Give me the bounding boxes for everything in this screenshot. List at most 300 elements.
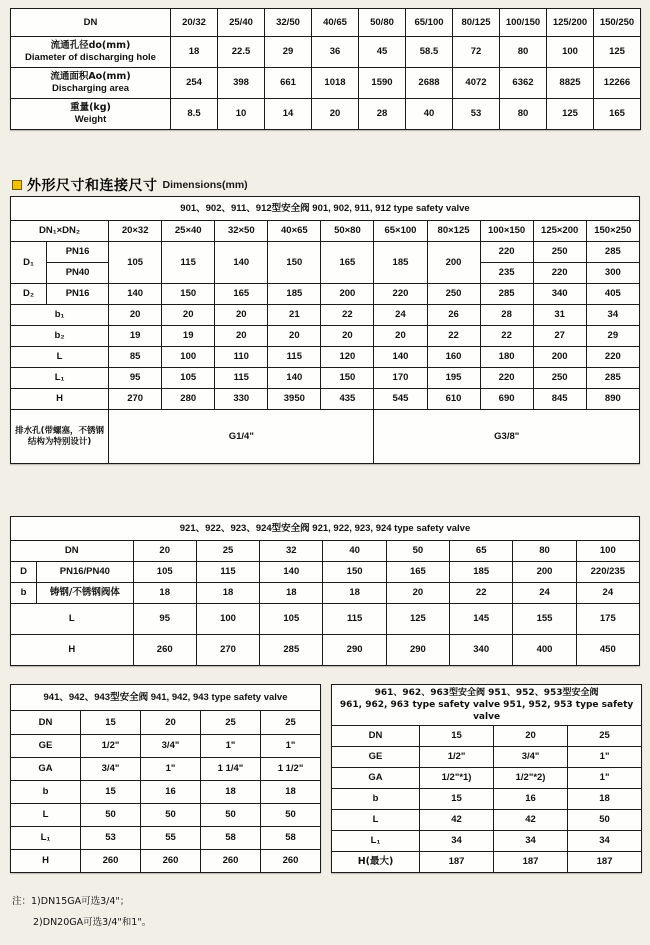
table-row bbox=[332, 810, 642, 831]
cell: 220 bbox=[480, 242, 533, 263]
cell: 187 bbox=[420, 852, 494, 873]
table-title-line2: 961, 962, 963 type safety valve 951, 952, 953 type safety valve bbox=[339, 700, 634, 723]
cell: 845 bbox=[533, 389, 586, 410]
row-label-cn: 流通面积Ao(mm) bbox=[50, 71, 131, 83]
table-row bbox=[11, 68, 641, 99]
cell-drain-left: G1/4" bbox=[109, 410, 374, 464]
row-label-en: Weight bbox=[74, 114, 107, 125]
cell: 18 bbox=[260, 583, 323, 604]
cell: 18 bbox=[568, 789, 642, 810]
cell: 100 bbox=[162, 347, 215, 368]
cell: 1" bbox=[261, 734, 321, 757]
cell: 24 bbox=[513, 583, 576, 604]
dimensions-961-963-951-953-table bbox=[331, 684, 642, 873]
cell: 3950 bbox=[268, 389, 321, 410]
section-heading-dimensions bbox=[12, 175, 248, 195]
cell: 34 bbox=[568, 831, 642, 852]
cell: 185 bbox=[450, 562, 513, 583]
cell: 85 bbox=[109, 347, 162, 368]
cell: 220 bbox=[533, 263, 586, 284]
cell: 22 bbox=[450, 583, 513, 604]
section-title-cn: 外形尺寸和连接尺寸 bbox=[27, 178, 158, 194]
table-row bbox=[11, 734, 321, 757]
cell: 398 bbox=[218, 68, 265, 99]
header-cell: 80×125 bbox=[427, 221, 480, 242]
cell: 155 bbox=[513, 604, 576, 635]
table-row-b bbox=[11, 583, 640, 604]
header-cell: 50/80 bbox=[359, 9, 406, 37]
row-label bbox=[11, 99, 171, 130]
table-row bbox=[11, 757, 321, 780]
cell: 150 bbox=[268, 242, 321, 284]
header-cell-dn: DN bbox=[11, 9, 171, 37]
cell: 220 bbox=[480, 368, 533, 389]
table-title: 901、902、911、912型安全阀 901, 902, 911, 912 type safety valve bbox=[11, 197, 640, 221]
cell: 150 bbox=[323, 562, 386, 583]
row-label: L bbox=[11, 803, 81, 826]
cell: 105 bbox=[260, 604, 323, 635]
header-cell: 20 bbox=[133, 541, 196, 562]
cell: 1/2"*1) bbox=[420, 768, 494, 789]
cell: 10 bbox=[218, 99, 265, 130]
cell: 545 bbox=[374, 389, 427, 410]
cell: 300 bbox=[586, 263, 639, 284]
cell: 270 bbox=[196, 635, 259, 666]
cell: 6362 bbox=[500, 68, 547, 99]
cell: 285 bbox=[586, 242, 639, 263]
cell: 220 bbox=[586, 347, 639, 368]
row-label-d: D bbox=[11, 562, 37, 583]
footnotes bbox=[12, 893, 151, 935]
cell: 20 bbox=[141, 711, 201, 734]
cell: 80 bbox=[500, 37, 547, 68]
cell: 20 bbox=[321, 326, 374, 347]
row-label: L₁ bbox=[332, 831, 420, 852]
header-cell: 150×250 bbox=[586, 221, 639, 242]
cell: 890 bbox=[586, 389, 639, 410]
table-title-row bbox=[11, 197, 640, 221]
table-row bbox=[11, 37, 641, 68]
table-row bbox=[11, 850, 321, 873]
row-label bbox=[11, 68, 171, 99]
cell: 340 bbox=[450, 635, 513, 666]
row-label: b bbox=[11, 780, 81, 803]
cell: 140 bbox=[260, 562, 323, 583]
cell: 140 bbox=[215, 242, 268, 284]
cell: 20 bbox=[494, 726, 568, 747]
cell: 200 bbox=[321, 284, 374, 305]
row-sublabel-pn16: PN16 bbox=[47, 242, 109, 263]
cell: 26 bbox=[427, 305, 480, 326]
cell: 8.5 bbox=[171, 99, 218, 130]
cell: 18 bbox=[171, 37, 218, 68]
row-sublabel-pn40: PN40 bbox=[47, 263, 109, 284]
cell: 42 bbox=[420, 810, 494, 831]
cell: 1/2" bbox=[81, 734, 141, 757]
cell: 20 bbox=[268, 326, 321, 347]
cell: 195 bbox=[427, 368, 480, 389]
header-cell: 80/125 bbox=[453, 9, 500, 37]
table-row-d bbox=[11, 562, 640, 583]
table2-container bbox=[10, 196, 640, 464]
cell: 125 bbox=[386, 604, 449, 635]
cell: 19 bbox=[109, 326, 162, 347]
table-row bbox=[11, 635, 640, 666]
cell: 15 bbox=[81, 780, 141, 803]
cell: 95 bbox=[133, 604, 196, 635]
cell: 34 bbox=[494, 831, 568, 852]
table-row-d2 bbox=[11, 284, 640, 305]
header-cell: 32×50 bbox=[215, 221, 268, 242]
discharge-capacity-table bbox=[10, 8, 641, 130]
cell: 105 bbox=[109, 242, 162, 284]
header-cell-dn: DN bbox=[11, 541, 134, 562]
cell: 115 bbox=[323, 604, 386, 635]
row-label: L₁ bbox=[11, 368, 109, 389]
table-row bbox=[332, 789, 642, 810]
row-label-cn: 流通孔径do(mm) bbox=[50, 40, 131, 52]
cell: 250 bbox=[427, 284, 480, 305]
cell: 285 bbox=[480, 284, 533, 305]
header-cell: 80 bbox=[513, 541, 576, 562]
cell: 18 bbox=[196, 583, 259, 604]
cell: 260 bbox=[81, 850, 141, 873]
cell: 1/2" bbox=[420, 747, 494, 768]
row-label: L₁ bbox=[11, 827, 81, 850]
section-title-en: Dimensions(mm) bbox=[162, 179, 248, 191]
cell: 15 bbox=[420, 726, 494, 747]
cell: 1018 bbox=[312, 68, 359, 99]
table4-container bbox=[10, 684, 642, 873]
cell: 53 bbox=[81, 827, 141, 850]
cell: 22 bbox=[427, 326, 480, 347]
cell: 115 bbox=[215, 368, 268, 389]
row-label: L bbox=[11, 347, 109, 368]
cell: 125 bbox=[594, 37, 641, 68]
table3-container bbox=[10, 516, 640, 666]
cell: 235 bbox=[480, 263, 533, 284]
table-row bbox=[11, 305, 640, 326]
cell: 120 bbox=[321, 347, 374, 368]
cell: 187 bbox=[568, 852, 642, 873]
cell: 160 bbox=[427, 347, 480, 368]
row-label: GE bbox=[11, 734, 81, 757]
cell: 110 bbox=[215, 347, 268, 368]
table-row bbox=[11, 347, 640, 368]
cell: 280 bbox=[162, 389, 215, 410]
header-cell: 40×65 bbox=[268, 221, 321, 242]
cell: 260 bbox=[261, 850, 321, 873]
table-row bbox=[11, 827, 321, 850]
header-cell: 65 bbox=[450, 541, 513, 562]
cell: 55 bbox=[141, 827, 201, 850]
cell: 105 bbox=[133, 562, 196, 583]
cell: 50 bbox=[201, 803, 261, 826]
cell: 260 bbox=[201, 850, 261, 873]
cell: 24 bbox=[576, 583, 639, 604]
cell: 290 bbox=[386, 635, 449, 666]
table-row bbox=[332, 726, 642, 747]
row-label: DN bbox=[11, 711, 81, 734]
row-sublabel-body-material: 铸钢/不锈钢阀体 bbox=[37, 583, 133, 604]
table-title-row bbox=[332, 685, 642, 726]
row-label-en: Diameter of discharging hole bbox=[25, 52, 156, 63]
table-row-d1-pn16 bbox=[11, 242, 640, 263]
row-label: GA bbox=[11, 757, 81, 780]
cell: 200 bbox=[533, 347, 586, 368]
cell: 1" bbox=[568, 768, 642, 789]
header-cell: 65×100 bbox=[374, 221, 427, 242]
header-cell: 20×32 bbox=[109, 221, 162, 242]
cell: 14 bbox=[265, 99, 312, 130]
table-row bbox=[11, 389, 640, 410]
cell: 19 bbox=[162, 326, 215, 347]
row-label: L bbox=[332, 810, 420, 831]
row-sublabel-pn16: PN16 bbox=[47, 284, 109, 305]
dimensions-921-924-table bbox=[10, 516, 640, 666]
footnote-2: 2)DN20GA可选3/4"和1"。 bbox=[33, 917, 152, 928]
cell: 435 bbox=[321, 389, 374, 410]
row-label: GA bbox=[332, 768, 420, 789]
cell: 18 bbox=[133, 583, 196, 604]
table-header-row bbox=[11, 9, 641, 37]
header-cell: 32/50 bbox=[265, 9, 312, 37]
row-label-en: Discharging area bbox=[51, 83, 130, 94]
row-label-d1: D₁ bbox=[11, 242, 47, 284]
cell: 58.5 bbox=[406, 37, 453, 68]
cell: 29 bbox=[586, 326, 639, 347]
cell: 18 bbox=[261, 780, 321, 803]
cell: 340 bbox=[533, 284, 586, 305]
row-label: H(最大) bbox=[332, 852, 420, 873]
table-row bbox=[11, 368, 640, 389]
cell: 260 bbox=[133, 635, 196, 666]
cell: 200 bbox=[513, 562, 576, 583]
cell: 1" bbox=[141, 757, 201, 780]
row-label: L bbox=[11, 604, 134, 635]
row-sublabel-pn: PN16/PN40 bbox=[37, 562, 133, 583]
row-label: GE bbox=[332, 747, 420, 768]
table-row bbox=[332, 852, 642, 873]
cell: 185 bbox=[374, 242, 427, 284]
cell: 150 bbox=[162, 284, 215, 305]
table-title-row bbox=[11, 517, 640, 541]
table-row bbox=[11, 604, 640, 635]
cell: 72 bbox=[453, 37, 500, 68]
table-row bbox=[332, 831, 642, 852]
cell: 285 bbox=[586, 368, 639, 389]
cell: 165 bbox=[594, 99, 641, 130]
cell: 1 1/4" bbox=[201, 757, 261, 780]
cell: 125 bbox=[547, 99, 594, 130]
cell: 20 bbox=[374, 326, 427, 347]
header-cell: 65/100 bbox=[406, 9, 453, 37]
cell: 145 bbox=[450, 604, 513, 635]
cell: 31 bbox=[533, 305, 586, 326]
dimensions-901-912-table bbox=[10, 196, 640, 464]
row-label-b: b bbox=[11, 583, 37, 604]
row-label: H bbox=[11, 635, 134, 666]
cell: 53 bbox=[453, 99, 500, 130]
row-label bbox=[11, 37, 171, 68]
table-row bbox=[11, 326, 640, 347]
table-row bbox=[332, 768, 642, 789]
cell: 20 bbox=[386, 583, 449, 604]
header-cell: 150/250 bbox=[594, 9, 641, 37]
header-cell: 32 bbox=[260, 541, 323, 562]
table-title-line1: 961、962、963型安全阀 951、952、953型安全阀 bbox=[374, 688, 599, 698]
cell: 29 bbox=[265, 37, 312, 68]
cell: 260 bbox=[141, 850, 201, 873]
cell: 45 bbox=[359, 37, 406, 68]
cell: 50 bbox=[261, 803, 321, 826]
cell: 95 bbox=[109, 368, 162, 389]
header-cell-dn1dn2: DN₁×DN₂ bbox=[11, 221, 109, 242]
cell: 3/4" bbox=[494, 747, 568, 768]
cell: 187 bbox=[494, 852, 568, 873]
table-title: 941、942、943型安全阀 941, 942, 943 type safety valve bbox=[11, 685, 321, 711]
cell: 115 bbox=[162, 242, 215, 284]
square-bullet-icon bbox=[12, 180, 22, 190]
cell: 105 bbox=[162, 368, 215, 389]
cell: 3/4" bbox=[141, 734, 201, 757]
header-cell: 100×150 bbox=[480, 221, 533, 242]
cell: 20 bbox=[109, 305, 162, 326]
cell: 405 bbox=[586, 284, 639, 305]
table-row bbox=[332, 747, 642, 768]
header-cell: 125/200 bbox=[547, 9, 594, 37]
cell: 34 bbox=[420, 831, 494, 852]
cell: 290 bbox=[323, 635, 386, 666]
cell-drain-right: G3/8" bbox=[374, 410, 640, 464]
cell: 22 bbox=[480, 326, 533, 347]
cell: 1 1/2" bbox=[261, 757, 321, 780]
header-cell: 25 bbox=[196, 541, 259, 562]
row-label: DN bbox=[332, 726, 420, 747]
cell: 140 bbox=[109, 284, 162, 305]
header-cell: 25×40 bbox=[162, 221, 215, 242]
cell: 27 bbox=[533, 326, 586, 347]
cell: 4072 bbox=[453, 68, 500, 99]
row-label: H bbox=[11, 389, 109, 410]
cell: 28 bbox=[480, 305, 533, 326]
cell: 40 bbox=[406, 99, 453, 130]
cell: 15 bbox=[420, 789, 494, 810]
cell: 115 bbox=[196, 562, 259, 583]
cell: 22 bbox=[321, 305, 374, 326]
cell: 220/235 bbox=[576, 562, 639, 583]
cell: 165 bbox=[321, 242, 374, 284]
cell: 250 bbox=[533, 368, 586, 389]
cell: 115 bbox=[268, 347, 321, 368]
table-row-drain-hole bbox=[11, 410, 640, 464]
cell: 400 bbox=[513, 635, 576, 666]
cell: 140 bbox=[268, 368, 321, 389]
table1-container bbox=[10, 8, 641, 130]
cell: 58 bbox=[261, 827, 321, 850]
cell: 28 bbox=[359, 99, 406, 130]
cell: 25 bbox=[261, 711, 321, 734]
cell: 610 bbox=[427, 389, 480, 410]
row-label-cn: 重量(kg) bbox=[70, 102, 111, 114]
cell: 50 bbox=[141, 803, 201, 826]
cell: 34 bbox=[586, 305, 639, 326]
cell: 165 bbox=[386, 562, 449, 583]
cell: 250 bbox=[533, 242, 586, 263]
cell: 185 bbox=[268, 284, 321, 305]
cell: 3/4" bbox=[81, 757, 141, 780]
header-cell: 125×200 bbox=[533, 221, 586, 242]
cell: 8825 bbox=[547, 68, 594, 99]
cell: 1" bbox=[201, 734, 261, 757]
cell: 50 bbox=[568, 810, 642, 831]
cell: 21 bbox=[268, 305, 321, 326]
header-cell: 50×80 bbox=[321, 221, 374, 242]
cell: 20 bbox=[312, 99, 359, 130]
cell: 270 bbox=[109, 389, 162, 410]
header-cell: 40 bbox=[323, 541, 386, 562]
cell: 180 bbox=[480, 347, 533, 368]
table-row bbox=[11, 99, 641, 130]
cell: 20 bbox=[215, 326, 268, 347]
cell: 22.5 bbox=[218, 37, 265, 68]
cell: 16 bbox=[494, 789, 568, 810]
dimensions-941-943-table bbox=[10, 684, 321, 873]
footnote-1: 注：1)DN15GA可选3/4"； bbox=[12, 896, 130, 907]
cell: 18 bbox=[201, 780, 261, 803]
cell: 1" bbox=[568, 747, 642, 768]
row-label: H bbox=[11, 850, 81, 873]
table-title bbox=[332, 685, 642, 726]
table-row bbox=[11, 780, 321, 803]
row-label: b₂ bbox=[11, 326, 109, 347]
table-header-row bbox=[11, 541, 640, 562]
table-row bbox=[11, 711, 321, 734]
cell: 20 bbox=[215, 305, 268, 326]
table-row bbox=[11, 803, 321, 826]
cell: 170 bbox=[374, 368, 427, 389]
cell: 285 bbox=[260, 635, 323, 666]
cell: 150 bbox=[321, 368, 374, 389]
row-label-drain: 排水孔(带螺塞，不锈钢结构为特别设计) bbox=[11, 410, 109, 464]
table-title: 921、922、923、924型安全阀 921, 922, 923, 924 type safety valve bbox=[11, 517, 640, 541]
cell: 24 bbox=[374, 305, 427, 326]
header-cell: 40/65 bbox=[312, 9, 359, 37]
cell: 690 bbox=[480, 389, 533, 410]
header-cell: 100/150 bbox=[500, 9, 547, 37]
cell: 50 bbox=[81, 803, 141, 826]
cell: 16 bbox=[141, 780, 201, 803]
row-label: b bbox=[332, 789, 420, 810]
cell: 15 bbox=[81, 711, 141, 734]
row-label: b₁ bbox=[11, 305, 109, 326]
cell: 36 bbox=[312, 37, 359, 68]
cell: 220 bbox=[374, 284, 427, 305]
cell: 18 bbox=[323, 583, 386, 604]
cell: 450 bbox=[576, 635, 639, 666]
cell: 140 bbox=[374, 347, 427, 368]
header-cell: 20/32 bbox=[171, 9, 218, 37]
header-cell: 100 bbox=[576, 541, 639, 562]
header-cell: 25/40 bbox=[218, 9, 265, 37]
cell: 175 bbox=[576, 604, 639, 635]
cell: 661 bbox=[265, 68, 312, 99]
cell: 1/2"*2) bbox=[494, 768, 568, 789]
cell: 254 bbox=[171, 68, 218, 99]
cell: 330 bbox=[215, 389, 268, 410]
cell: 200 bbox=[427, 242, 480, 284]
cell: 165 bbox=[215, 284, 268, 305]
